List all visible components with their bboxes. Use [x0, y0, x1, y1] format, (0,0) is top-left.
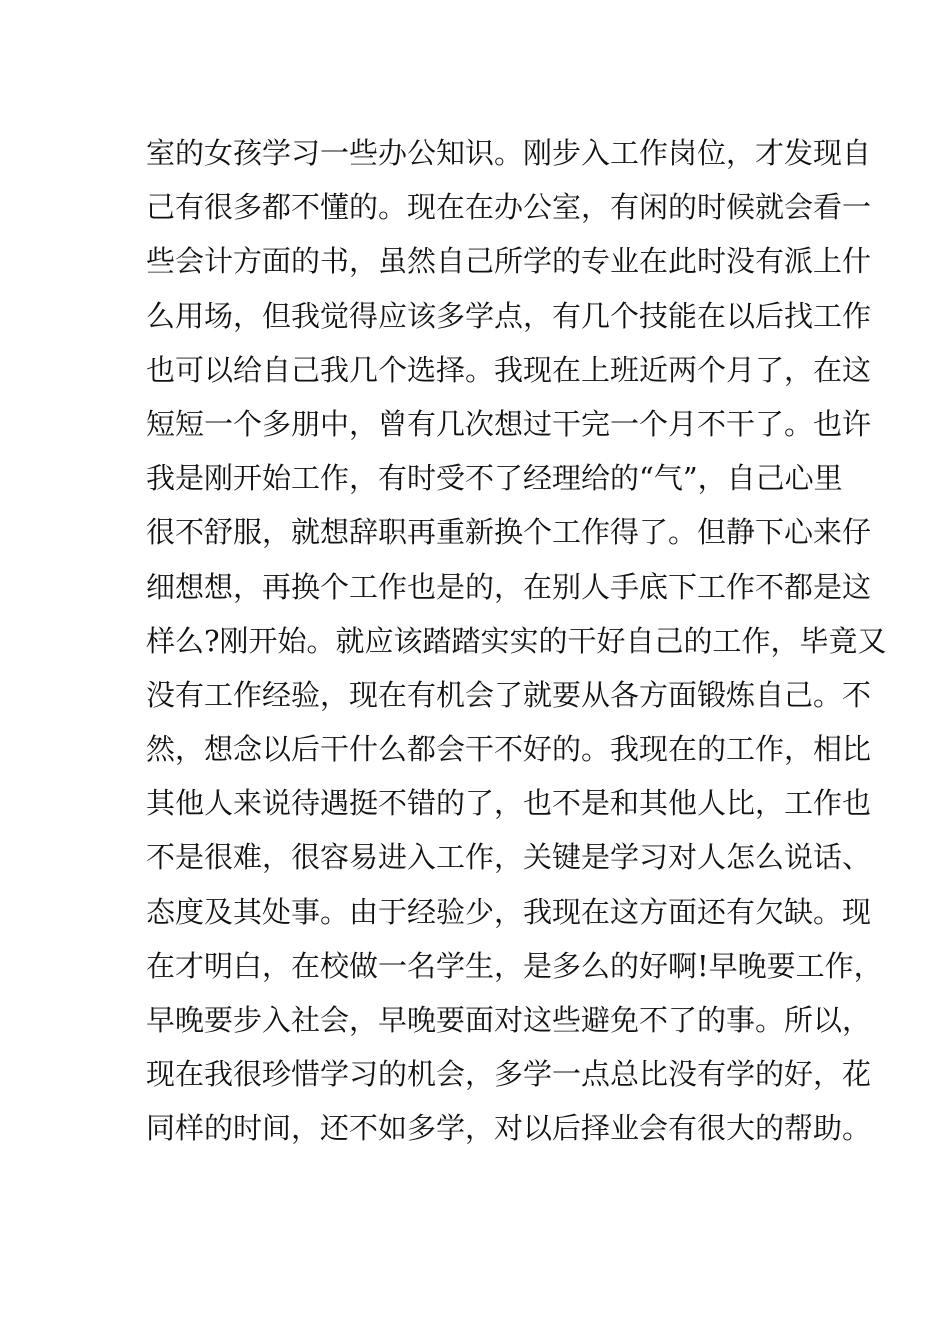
text-line: 我是刚开始工作，有时受不了经理给的“气”，自己心里 [146, 461, 843, 496]
body-paragraph [146, 126, 887, 1156]
text-line: 细想想，再换个工作也是的，在别人手底下工作不都是这 [146, 569, 872, 604]
text-line: 早晚要步入社会，早晚要面对这些避免不了的事。所以， [146, 1003, 872, 1037]
text-line: 室的女孩学习一些办公知识。刚步入工作岗位，才发现自 [146, 136, 872, 170]
text-line: 在才明白，在校做一名学生，是多么的好啊!早晚要工作， [146, 948, 883, 983]
text-line: 很不舒服，就想辞职再重新换个工作得了。但静下心来仔 [146, 515, 872, 550]
text-line: 同样的时间，还不如多学，对以后择业会有很大的帮助。 [146, 1111, 872, 1146]
text-line: 现在我很珍惜学习的机会，多学一点总比没有学的好，花 [146, 1057, 872, 1092]
text-line: 没有工作经验，现在有机会了就要从各方面锻炼自己。不 [146, 677, 872, 712]
text-line: 然，想念以后干什么都会干不好的。我现在的工作，相比 [146, 732, 872, 767]
text-line: 样么?刚开始。就应该踏踏实实的干好自己的工作，毕竟又 [146, 623, 887, 658]
text-line: 己有很多都不懂的。现在在办公室，有闲的时候就会看一 [146, 190, 872, 225]
text-line: 不是很难，很容易进入工作，关键是学习对人怎么说话、 [146, 840, 872, 875]
text-line: 么用场，但我觉得应该多学点，有几个技能在以后找工作 [146, 298, 872, 333]
text-line: 其他人来说待遇挺不错的了，也不是和其他人比，工作也 [146, 786, 872, 821]
text-line: 短短一个多朋中，曾有几次想过干完一个月不干了。也许 [146, 406, 872, 441]
text-line: 些会计方面的书，虽然自己所学的专业在此时没有派上什 [146, 244, 872, 279]
text-line: 也可以给自己我几个选择。我现在上班近两个月了，在这 [146, 352, 872, 387]
text-line: 态度及其处事。由于经验少，我现在这方面还有欠缺。现 [146, 894, 872, 929]
